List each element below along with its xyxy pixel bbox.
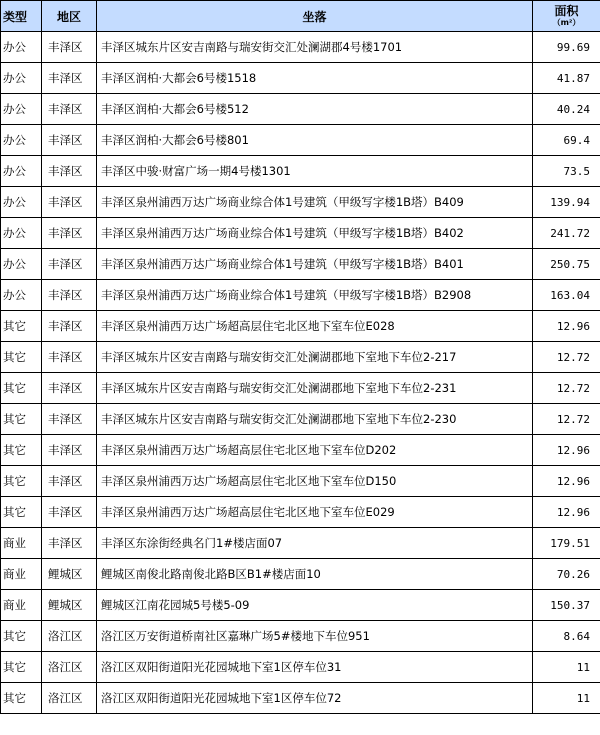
table-row: [1, 187, 600, 218]
cell-type: 其它: [1, 683, 42, 714]
cell-district: 丰泽区: [42, 280, 97, 311]
cell-type: 办公: [1, 280, 42, 311]
cell-address: 丰泽区润柏·大都会6号楼801: [97, 125, 533, 156]
cell-district: 丰泽区: [42, 32, 97, 63]
cell-district: 丰泽区: [42, 63, 97, 94]
table-row: [1, 497, 600, 528]
cell-type: 办公: [1, 156, 42, 187]
table-row: [1, 156, 600, 187]
cell-type: 商业: [1, 559, 42, 590]
cell-address: 丰泽区泉州浦西万达广场商业综合体1号建筑（甲级写字楼1B塔）B402: [97, 218, 533, 249]
cell-district: 丰泽区: [42, 218, 97, 249]
header-address: 坐落: [97, 1, 533, 32]
cell-area: 163.04: [533, 280, 600, 311]
table-header: [1, 1, 600, 32]
cell-address: 丰泽区城东片区安吉南路与瑞安街交汇处澜湖郡地下室地下车位2-231: [97, 373, 533, 404]
cell-address: 丰泽区泉州浦西万达广场商业综合体1号建筑（甲级写字楼1B塔）B401: [97, 249, 533, 280]
cell-type: 商业: [1, 590, 42, 621]
cell-address: 丰泽区城东片区安吉南路与瑞安街交汇处澜湖郡地下室地下车位2-230: [97, 404, 533, 435]
cell-address: 鲤城区江南花园城5号楼5-09: [97, 590, 533, 621]
cell-type: 其它: [1, 435, 42, 466]
cell-area: 99.69: [533, 32, 600, 63]
cell-area: 12.96: [533, 435, 600, 466]
cell-type: 其它: [1, 652, 42, 683]
cell-area: 250.75: [533, 249, 600, 280]
cell-address: 丰泽区泉州浦西万达广场超高层住宅北区地下室车位E029: [97, 497, 533, 528]
table-row: [1, 218, 600, 249]
table-row: [1, 94, 600, 125]
cell-type: 办公: [1, 249, 42, 280]
table-row: [1, 125, 600, 156]
table-row: [1, 342, 600, 373]
cell-address: 丰泽区润柏·大都会6号楼1518: [97, 63, 533, 94]
cell-district: 洛江区: [42, 683, 97, 714]
table-row: [1, 373, 600, 404]
header-area-label: 面积: [554, 4, 579, 18]
cell-type: 其它: [1, 373, 42, 404]
cell-area: 139.94: [533, 187, 600, 218]
cell-district: 丰泽区: [42, 373, 97, 404]
header-area-unit: （m²）: [552, 18, 581, 27]
cell-area: 150.37: [533, 590, 600, 621]
table-row: [1, 32, 600, 63]
cell-type: 其它: [1, 311, 42, 342]
cell-area: 40.24: [533, 94, 600, 125]
cell-area: 11: [533, 652, 600, 683]
cell-area: 179.51: [533, 528, 600, 559]
cell-type: 办公: [1, 187, 42, 218]
cell-district: 丰泽区: [42, 342, 97, 373]
cell-address: 洛江区万安街道桥南社区嘉琳广场5#楼地下车位951: [97, 621, 533, 652]
cell-address: 丰泽区润柏·大都会6号楼512: [97, 94, 533, 125]
table-row: [1, 280, 600, 311]
cell-address: 丰泽区中骏·财富广场一期4号楼1301: [97, 156, 533, 187]
cell-address: 洛江区双阳街道阳光花园城地下室1区停车位72: [97, 683, 533, 714]
cell-district: 丰泽区: [42, 404, 97, 435]
table-row: [1, 621, 600, 652]
table-row: [1, 652, 600, 683]
header-district: 地区: [42, 1, 97, 32]
cell-area: 41.87: [533, 63, 600, 94]
cell-type: 其它: [1, 621, 42, 652]
cell-area: 69.4: [533, 125, 600, 156]
table-row: [1, 466, 600, 497]
table-row: [1, 435, 600, 466]
cell-district: 丰泽区: [42, 94, 97, 125]
cell-address: 丰泽区东涂街经典名门1#楼店面07: [97, 528, 533, 559]
cell-district: 丰泽区: [42, 435, 97, 466]
cell-area: 12.96: [533, 466, 600, 497]
cell-district: 洛江区: [42, 621, 97, 652]
cell-type: 办公: [1, 63, 42, 94]
cell-address: 鲤城区南俊北路南俊北路B区B1#楼店面10: [97, 559, 533, 590]
table-row: [1, 63, 600, 94]
cell-area: 12.96: [533, 497, 600, 528]
cell-district: 丰泽区: [42, 528, 97, 559]
cell-address: 丰泽区泉州浦西万达广场商业综合体1号建筑（甲级写字楼1B塔）B2908: [97, 280, 533, 311]
cell-area: 12.96: [533, 311, 600, 342]
cell-type: 办公: [1, 125, 42, 156]
cell-district: 丰泽区: [42, 311, 97, 342]
cell-address: 丰泽区泉州浦西万达广场商业综合体1号建筑（甲级写字楼1B塔）B409: [97, 187, 533, 218]
cell-type: 其它: [1, 342, 42, 373]
cell-address: 丰泽区城东片区安吉南路与瑞安街交汇处澜湖郡4号楼1701: [97, 32, 533, 63]
cell-district: 丰泽区: [42, 187, 97, 218]
cell-address: 洛江区双阳街道阳光花园城地下室1区停车位31: [97, 652, 533, 683]
cell-type: 其它: [1, 404, 42, 435]
cell-area: 12.72: [533, 342, 600, 373]
cell-type: 办公: [1, 218, 42, 249]
cell-type: 其它: [1, 497, 42, 528]
cell-address: 丰泽区泉州浦西万达广场超高层住宅北区地下室车位E028: [97, 311, 533, 342]
cell-type: 办公: [1, 94, 42, 125]
cell-type: 其它: [1, 466, 42, 497]
table-row: [1, 683, 600, 714]
table-body: [1, 32, 600, 714]
cell-address: 丰泽区泉州浦西万达广场超高层住宅北区地下室车位D150: [97, 466, 533, 497]
cell-district: 丰泽区: [42, 249, 97, 280]
cell-area: 12.72: [533, 404, 600, 435]
header-area: [533, 1, 600, 32]
header-row: [1, 1, 600, 32]
cell-area: 8.64: [533, 621, 600, 652]
cell-district: 洛江区: [42, 652, 97, 683]
table-row: [1, 528, 600, 559]
header-type: 类型: [1, 1, 42, 32]
cell-district: 鲤城区: [42, 559, 97, 590]
table-row: [1, 249, 600, 280]
cell-type: 商业: [1, 528, 42, 559]
table-row: [1, 311, 600, 342]
cell-address: 丰泽区城东片区安吉南路与瑞安街交汇处澜湖郡地下室地下车位2-217: [97, 342, 533, 373]
cell-area: 12.72: [533, 373, 600, 404]
cell-district: 丰泽区: [42, 156, 97, 187]
cell-type: 办公: [1, 32, 42, 63]
cell-district: 鲤城区: [42, 590, 97, 621]
cell-area: 241.72: [533, 218, 600, 249]
cell-district: 丰泽区: [42, 497, 97, 528]
table-row: [1, 590, 600, 621]
cell-district: 丰泽区: [42, 466, 97, 497]
cell-area: 11: [533, 683, 600, 714]
table-row: [1, 559, 600, 590]
cell-area: 70.26: [533, 559, 600, 590]
cell-district: 丰泽区: [42, 125, 97, 156]
cell-address: 丰泽区泉州浦西万达广场超高层住宅北区地下室车位D202: [97, 435, 533, 466]
table-row: [1, 404, 600, 435]
cell-area: 73.5: [533, 156, 600, 187]
